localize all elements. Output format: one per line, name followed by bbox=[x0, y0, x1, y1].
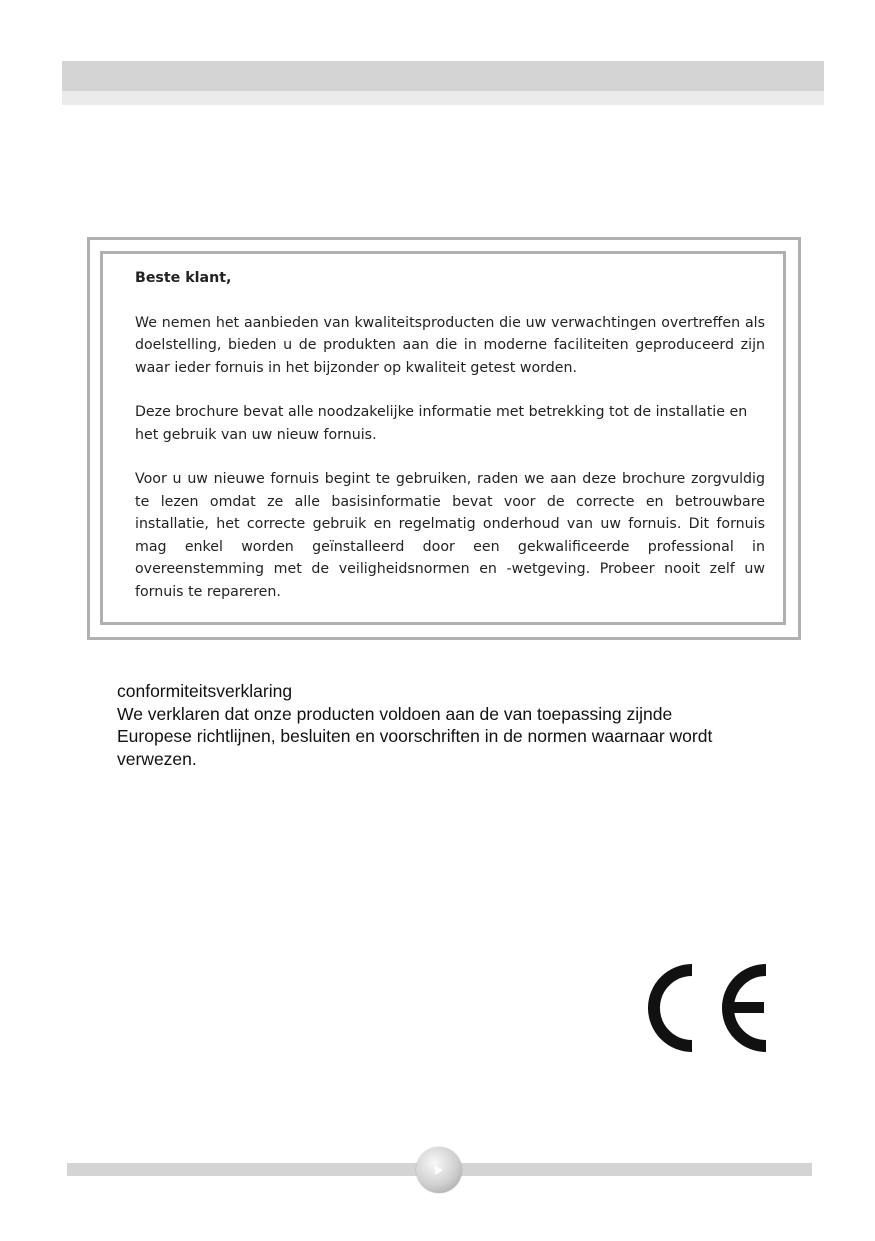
conformity-declaration bbox=[117, 680, 777, 770]
letter-frame-outer bbox=[87, 237, 801, 640]
header-bar bbox=[62, 61, 824, 91]
header-bar-shadow bbox=[62, 91, 824, 105]
letter-body bbox=[135, 267, 765, 625]
conformity-line: We verklaren dat onze producten voldoen aan de van toepassing zijnde bbox=[117, 703, 673, 724]
letter-paragraph: Voor u uw nieuwe fornuis begint te gebruiken, raden we aan deze brochure zorgvuldig te lezen omdat ze alle basisinformatie bevat voor de correcte en betrouwbare installatie, het correcte gebruik en regelmatig onderhoud van uw fornuis. Dit fornuis mag enkel worden geïnstalleerd door een gekwalificeerde professional in overeenstemming met de veiligheidsnormen en -wetgeving. Probeer nooit zelf uw fornuis te repareren. bbox=[135, 471, 765, 600]
arrow-right-icon bbox=[434, 1164, 444, 1176]
letter-paragraph: Deze brochure bevat alle noodzakelijke informatie met betrekking tot de installatie en het gebruik van uw nieuw fornuis. bbox=[135, 404, 748, 443]
letter-frame-inner bbox=[100, 251, 786, 625]
conformity-line: Europese richtlijnen, besluiten en voorschriften in de normen waarnaar wordt bbox=[117, 726, 713, 746]
conformity-heading: conformiteitsverklaring bbox=[117, 681, 293, 701]
page-number-badge bbox=[416, 1147, 462, 1193]
letter-greeting: Beste klant, bbox=[135, 270, 232, 286]
ce-mark-icon bbox=[648, 962, 774, 1054]
letter-paragraph: We nemen het aanbieden van kwaliteitsproducten die uw verwachtingen overtreffen als doelstelling, bieden u de produkten aan die in moderne faciliteiten geproduceerd zijn waar ieder fornuis in het bijzonder op kwaliteit getest worden. bbox=[135, 314, 765, 376]
conformity-line: verwezen. bbox=[117, 748, 197, 769]
